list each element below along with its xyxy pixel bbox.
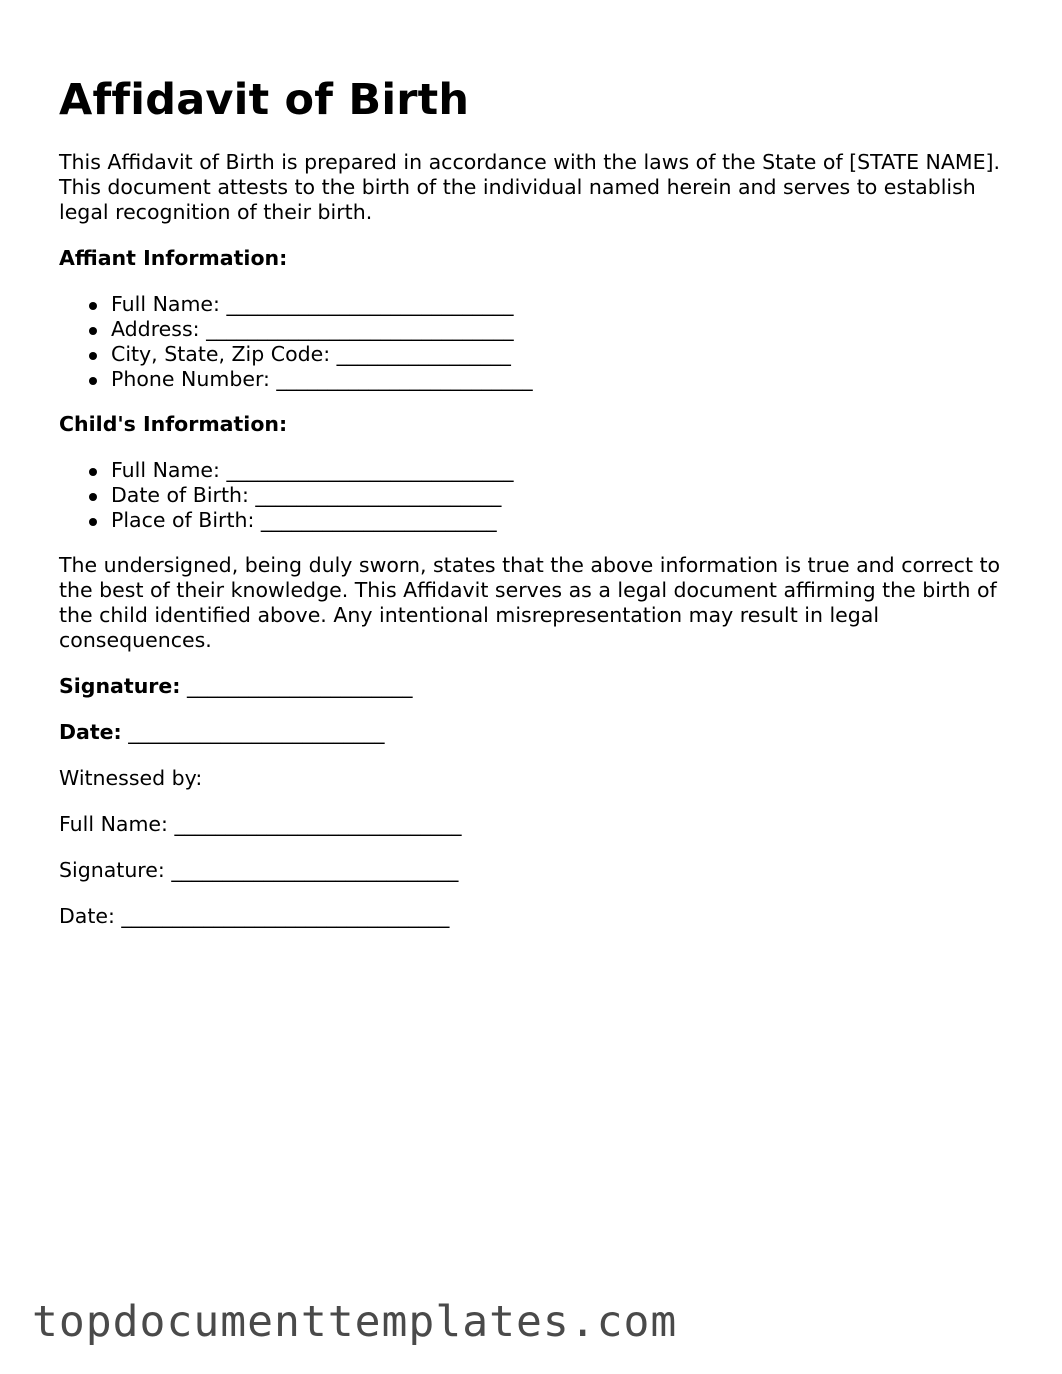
document-title: Affidavit of Birth	[59, 75, 470, 125]
date-field	[59, 720, 1019, 745]
witnessed-by-label: Witnessed by:	[59, 766, 203, 790]
affiant-city-state-zip: City, State, Zip Code: _________________	[59, 342, 1019, 367]
child-full-name: Full Name: ____________________________	[59, 458, 1019, 483]
affiant-phone: Phone Number: _________________________	[59, 367, 1019, 392]
signature-field	[59, 674, 1019, 699]
date-label: Date:	[59, 720, 122, 744]
witness-full-name: Full Name: ____________________________	[59, 812, 462, 836]
document-page	[59, 70, 1019, 950]
witness-date: Date: ________________________________	[59, 904, 450, 928]
child-place-of-birth: Place of Birth: _______________________	[59, 508, 1019, 533]
affiant-address: Address: ______________________________	[59, 317, 1019, 342]
affiant-heading: Affiant Information:	[59, 246, 288, 270]
intro-paragraph: This Affidavit of Birth is prepared in accordance with the laws of the State of [STATE NAME]. This document attests to the birth of the individual named herein and serves to establish legal recognition of their birth.	[59, 150, 1001, 224]
date-line: _________________________	[128, 720, 385, 744]
signature-label: Signature:	[59, 674, 181, 698]
witness-signature: Signature: ____________________________	[59, 858, 459, 882]
child-date-of-birth: Date of Birth: ________________________	[59, 483, 1019, 508]
watermark-text: topdocumenttemplates.com	[32, 1297, 678, 1347]
signature-line: ______________________	[187, 674, 413, 698]
affiant-full-name: Full Name: ____________________________	[59, 292, 1019, 317]
affiant-list	[59, 292, 1019, 392]
statement-paragraph: The undersigned, being duly sworn, states that the above information is true and correct to the best of their knowledge. This Affidavit serves as a legal document affirming the birth of the child identified above. Any intentional misrepresentation may result in legal consequences.	[59, 553, 1001, 652]
child-heading: Child's Information:	[59, 412, 288, 436]
child-list	[59, 458, 1019, 533]
